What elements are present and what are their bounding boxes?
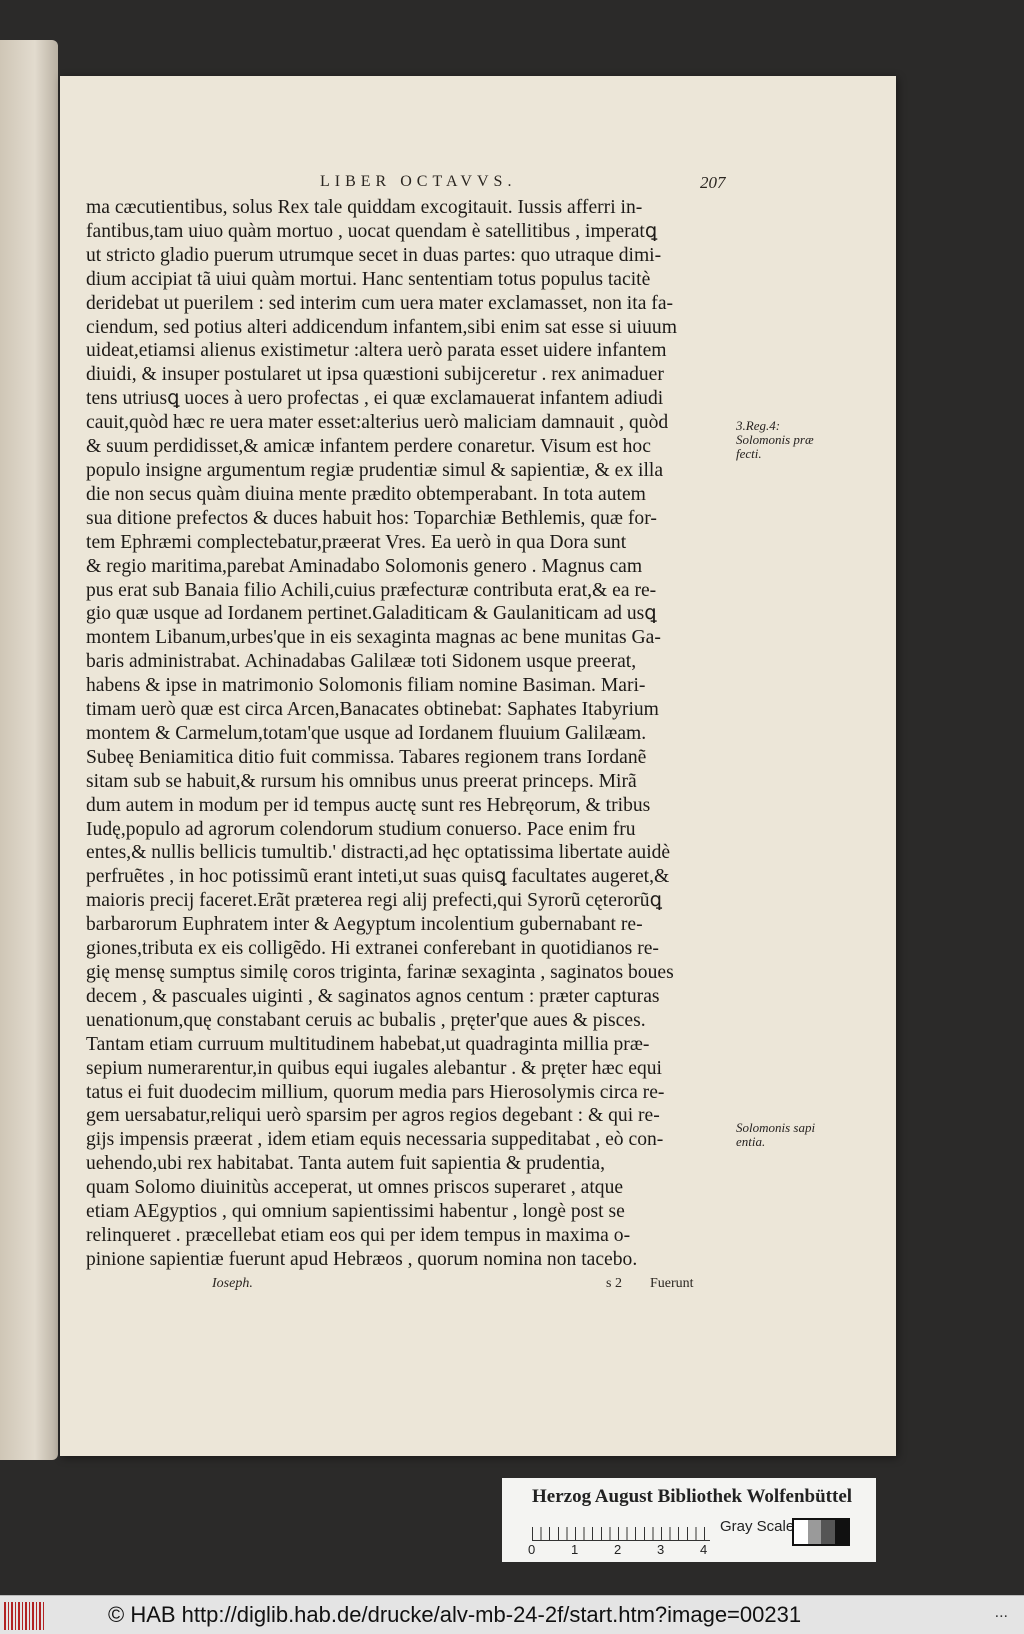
text-line: sepium numerarentur,in quibus equi iugales alebantur . & pręter hæc equi: [86, 1057, 662, 1079]
ruler-number: 3: [657, 1542, 665, 1557]
library-name: Herzog August Bibliothek Wolfenbüttel: [532, 1486, 853, 1507]
text-line: ciendum, sed potius alteri addicendum infantem,sibi enim sat esse si uiuum: [86, 316, 677, 338]
page-number: 207: [700, 173, 726, 192]
text-line: dum autem in modum per id tempus auctę sunt res Hebręorum, & tribus: [86, 794, 651, 816]
marginal-note-sapientia: [736, 1121, 815, 1149]
text-line: die non secus quàm diuina mente prædito obtemperabant. In tota autem: [86, 483, 646, 505]
marginal-line: fecti.: [736, 446, 762, 461]
text-line: tens utriusꝗ uoces à uero profectas , ei quæ exclamauerat infantem adiudi: [86, 388, 664, 410]
text-line: gem uersabatur,reliqui uerò sparsim per agros regios degebant : & qui re-: [86, 1105, 660, 1127]
footer-author: Ioseph.: [212, 1276, 253, 1291]
ruler-number: 1: [571, 1542, 579, 1557]
text-line: pinione sapientiæ fuerunt apud Hebræos , quorum nomina non tacebo.: [86, 1248, 638, 1270]
scale-ruler: [532, 1518, 710, 1541]
text-line: uehendo,ubi rex habitabat. Tanta autem fuit sapientia & prudentia,: [86, 1153, 605, 1175]
text-line: sua ditione prefectos & duces habuit hos: Toparchiæ Bethlemis, quæ for-: [86, 507, 657, 529]
text-line: decem , & pascuales uiginti , & saginatos agnos centum : præter capturas: [86, 985, 660, 1007]
color-calibration-card: [502, 1478, 876, 1562]
barcode-icon: [4, 1602, 46, 1630]
running-head-title: LIBER OCTAVVS.: [320, 173, 517, 190]
text-line: etiam AEgyptios , qui omnium sapientissimi habentur , longè post se: [86, 1201, 625, 1223]
text-line: ma cæcutientibus, solus Rex tale quiddam excogitauit. Iussis afferri in-: [86, 197, 643, 218]
marginal-line: Solomonis præ: [736, 432, 814, 447]
text-line: ut stricto gladio puerum utrumque secet in duas partes: quo utraque dimi-: [86, 244, 662, 266]
text-line: uideat,etiamsi alienus existimetur :altera uerò parata esset uidere infantem: [86, 340, 667, 362]
gray-scale-swatches: [792, 1518, 850, 1546]
text-line: entes,& nullis bellicis tumultib.' distracti,ad hęc optatissima libertate auidè: [86, 842, 671, 864]
text-line: timam uerò quæ est circa Arcen,Banacates obtinebat: Saphates Itabyrium: [86, 699, 659, 721]
main-text: [86, 196, 736, 1272]
text-line: habens & ipse in matrimonio Solomonis filiam nomine Basiman. Mari-: [86, 675, 646, 697]
gray-swatch: [794, 1520, 808, 1544]
text-line: & suum perdidisset,& amicæ infantem perdere conaretur. Visum est hoc: [86, 436, 651, 458]
footer-signature: s 2: [606, 1276, 622, 1291]
gray-swatch: [808, 1520, 822, 1544]
marginal-line: Solomonis sapi: [736, 1120, 816, 1135]
text-line: tem Ephræmi complectebatur,præerat Vres. Ea uerò in qua Dora sunt: [86, 531, 627, 553]
text-line: uenationum,quę constabant ceruis ac bubalis , pręter'que aues & pisces.: [86, 1009, 646, 1031]
text-line: sitam sub se habuit,& rursum his omnibus unus preerat princeps. Mirã: [86, 770, 637, 792]
ruler-number: 2: [614, 1542, 622, 1557]
text-line: baris administrabat. Achinadabas Galilææ toti Sidonem usque preerat,: [86, 651, 637, 673]
source-url[interactable]: © HAB http://diglib.hab.de/drucke/alv-mb-24-2f/start.htm?image=00231: [108, 1602, 802, 1627]
book-page: [60, 76, 896, 1456]
status-bar: [0, 1595, 1024, 1634]
gray-swatch: [835, 1520, 849, 1544]
facing-page-edge: [0, 40, 58, 1460]
text-line: gio quæ usque ad Iordanem pertinet.Galaditicam & Gaulaniticam ad usꝗ: [86, 603, 657, 625]
gray-scale-label: Gray Scale: [720, 1518, 795, 1535]
text-line: perfruẽtes , in hoc potissimũ erant inteti,ut suas quisꝗ facultates augeret,&: [86, 866, 670, 888]
ruler-number: 0: [528, 1542, 536, 1557]
text-line: gijs impensis præerat , idem etiam equis necessaria suppeditabat , eò con-: [86, 1129, 664, 1151]
text-line: montem & Carmelum,totam'que usque ad Iordanem fluuium Galilæam.: [86, 722, 647, 744]
text-line: dium accipiat tã uiui quàm mortui. Hanc sententiam totus populus tacitè: [86, 268, 651, 290]
more-icon[interactable]: ...: [994, 1604, 1008, 1621]
text-line: diuidi, & insuper postularet ut ipsa quæstioni subijceretur . rex animaduer: [86, 364, 664, 386]
text-line: Subeę Beniamitica ditio fuit commissa. Tabares regionem trans Iordanẽ: [86, 746, 647, 768]
text-line: gię mensę sumptus similę coros triginta, farinæ sexaginta , saginatos boues: [86, 962, 674, 983]
text-line: quam Solomo diuinitùs acceperat, ut omnes priscos superaret , atque: [86, 1177, 624, 1199]
text-line: giones,tributa ex eis colligẽdo. Hi extranei conferebant in quotidianos re-: [86, 938, 659, 960]
ruler-number: 4: [700, 1542, 708, 1557]
text-line: deridebat ut puerilem : sed interim cum uera mater exclamasset, non ita fa-: [86, 292, 674, 314]
text-line: montem Libanum,urbes'que in eis sexaginta magnas ac bene munitas Ga-: [86, 627, 661, 649]
text-line: pus erat sub Banaia filio Achili,cuius præfecturæ contributa erat,& ea re-: [86, 579, 657, 601]
footer-catchword: Fuerunt: [650, 1276, 694, 1291]
text-line: populo insigne argumentum regiæ prudentiæ simul & sapientiæ, & ex illa: [86, 459, 664, 481]
gray-swatch: [821, 1520, 835, 1544]
text-line: barbarorum Euphratem inter & Aegyptum incolentium gubernabant re-: [86, 914, 643, 936]
text-line: tatus ei fuit duodecim millium, quorum media pars Hierosolymis circa re-: [86, 1081, 665, 1103]
text-line: cauit,quòd hæc re uera mater esset:alterius uerò maliciam damnauit , quòd: [86, 412, 669, 434]
text-line: relinqueret . præcellebat etiam eos qui per idem tempus in maxima o-: [86, 1224, 631, 1246]
marginal-line: 3.Reg.4:: [736, 418, 781, 433]
marginal-line: entia.: [736, 1134, 766, 1149]
text-line: maioris precij faceret.Erãt præterea regi alij prefecti,qui Syrorũ cęterorũꝗ: [86, 890, 663, 912]
marginal-note-reg: [736, 419, 814, 461]
text-line: Tantam etiam curruum multitudinem habebat,ut quadraginta millia præ-: [86, 1033, 650, 1055]
text-line: Iudę,populo ad agrorum colendorum studium conuerso. Pace enim fru: [86, 818, 636, 840]
text-line: & regio maritima,parebat Aminadabo Solomonis genero . Magnus cam: [86, 555, 643, 577]
text-line: fantibus,tam uiuo quàm mortuo , uocat quendam è satellitibus , imperatꝗ: [86, 220, 658, 242]
